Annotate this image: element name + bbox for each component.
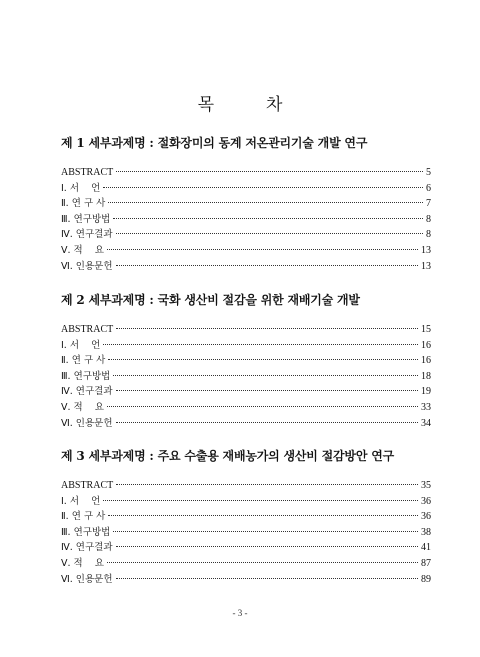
dot-leader — [116, 328, 418, 329]
dot-leader — [103, 187, 423, 188]
page-title-char-2: 차 — [266, 95, 283, 115]
toc-entry[interactable] — [61, 369, 431, 385]
toc-entry-label: Ⅳ. 연구결과 — [61, 542, 113, 554]
toc-entry-page: 6 — [426, 182, 431, 194]
dot-leader — [116, 578, 418, 579]
toc-entry-page: 16 — [421, 339, 431, 351]
toc-entry-label: Ⅴ. 적 요 — [61, 244, 104, 256]
dot-leader — [116, 546, 418, 547]
toc-entry-page: 8 — [426, 213, 431, 225]
toc-entry[interactable] — [61, 227, 431, 243]
toc-entry-page: 13 — [421, 244, 431, 256]
toc-entry-page: 18 — [421, 370, 431, 382]
toc-entry[interactable] — [61, 384, 431, 400]
toc-entry-label: Ⅲ. 연구방법 — [61, 526, 111, 538]
toc-section-1 — [61, 134, 431, 274]
toc-entry-label: Ⅵ. 인용문헌 — [61, 417, 113, 429]
dot-leader — [108, 202, 423, 203]
dot-leader — [116, 422, 418, 423]
dot-leader — [107, 249, 418, 250]
toc-entry[interactable] — [61, 181, 431, 197]
toc-entry[interactable] — [61, 540, 431, 556]
dot-leader — [116, 484, 418, 485]
toc-entry-label: Ⅱ. 연 구 사 — [61, 198, 106, 210]
toc-entry-page: 34 — [421, 417, 431, 429]
page-title — [0, 90, 480, 115]
toc-entry[interactable] — [61, 509, 431, 525]
toc-entry[interactable] — [61, 556, 431, 572]
dot-leader — [116, 390, 418, 391]
toc-entry-label: ABSTRACT — [61, 324, 114, 335]
toc-entry[interactable] — [61, 416, 431, 432]
toc-entry[interactable] — [61, 196, 431, 212]
toc-entry-label: Ⅰ. 서 언 — [61, 182, 101, 194]
section-title: 제 1 세부과제명 : 절화장미의 동계 저온관리기술 개발 연구 — [61, 136, 368, 150]
toc-entry-label: Ⅴ. 적 요 — [61, 557, 104, 569]
dot-leader — [108, 515, 418, 516]
toc-entry-page: 19 — [421, 386, 431, 398]
dot-leader — [116, 233, 423, 234]
dot-leader — [108, 359, 418, 360]
toc-entry-label: Ⅱ. 연 구 사 — [61, 511, 106, 523]
toc-entry-page: 38 — [421, 526, 431, 538]
dot-leader — [107, 562, 418, 563]
dot-leader — [116, 171, 423, 172]
toc-section-2 — [61, 291, 431, 431]
toc-entry[interactable] — [61, 478, 431, 494]
toc-entry-label: ABSTRACT — [61, 167, 114, 178]
toc-entry-label: Ⅳ. 연구결과 — [61, 386, 113, 398]
toc-entry[interactable] — [61, 572, 431, 588]
toc-entry-label: Ⅰ. 서 언 — [61, 339, 101, 351]
section-title: 제 2 세부과제명 : 국화 생산비 절감을 위한 재배기술 개발 — [61, 293, 360, 307]
toc-entry[interactable] — [61, 353, 431, 369]
dot-leader — [113, 375, 418, 376]
toc-entry-page: 5 — [426, 167, 431, 178]
toc-entry[interactable] — [61, 322, 431, 338]
toc-entry-page: 8 — [426, 229, 431, 241]
dot-leader — [116, 265, 418, 266]
toc-entry-label: Ⅱ. 연 구 사 — [61, 355, 106, 367]
toc-entry-page: 87 — [421, 557, 431, 569]
toc-entry[interactable] — [61, 338, 431, 354]
section-title: 제 3 세부과제명 : 주요 수출용 재배농가의 생산비 절감방안 연구 — [61, 449, 394, 463]
toc-entry[interactable] — [61, 525, 431, 541]
toc-entry-label: Ⅰ. 서 언 — [61, 495, 101, 507]
toc-entry-label: Ⅵ. 인용문헌 — [61, 260, 113, 272]
toc-entry[interactable] — [61, 212, 431, 228]
toc-entry-label: Ⅵ. 인용문헌 — [61, 573, 113, 585]
toc-entry[interactable] — [61, 400, 431, 416]
toc-entry[interactable] — [61, 494, 431, 510]
toc-entry-page: 36 — [421, 511, 431, 523]
toc-entry[interactable] — [61, 259, 431, 275]
toc-entry-page: 36 — [421, 495, 431, 507]
toc-entry-label: Ⅲ. 연구방법 — [61, 370, 111, 382]
toc-entry-label: ABSTRACT — [61, 480, 114, 491]
toc-entry-page: 41 — [421, 542, 431, 554]
toc-entry[interactable] — [61, 243, 431, 259]
toc-entry-page: 13 — [421, 260, 431, 272]
dot-leader — [113, 218, 423, 219]
toc-entry-page: 33 — [421, 401, 431, 413]
page-title-char-1: 목 — [197, 95, 214, 115]
toc-entry-page: 89 — [421, 573, 431, 585]
dot-leader — [107, 406, 418, 407]
dot-leader — [103, 344, 418, 345]
toc-entry-label: Ⅴ. 적 요 — [61, 401, 104, 413]
dot-leader — [113, 531, 418, 532]
toc-entry-page: 15 — [421, 324, 431, 335]
toc-entry-page: 7 — [426, 198, 431, 210]
toc-entry-page: 16 — [421, 355, 431, 367]
dot-leader — [103, 500, 418, 501]
toc-entry[interactable] — [61, 165, 431, 181]
toc-section-3 — [61, 447, 431, 587]
toc-entry-page: 35 — [421, 480, 431, 491]
page-number: - 3 - — [232, 608, 248, 618]
toc-entry-label: Ⅳ. 연구결과 — [61, 229, 113, 241]
toc-entry-label: Ⅲ. 연구방법 — [61, 213, 111, 225]
